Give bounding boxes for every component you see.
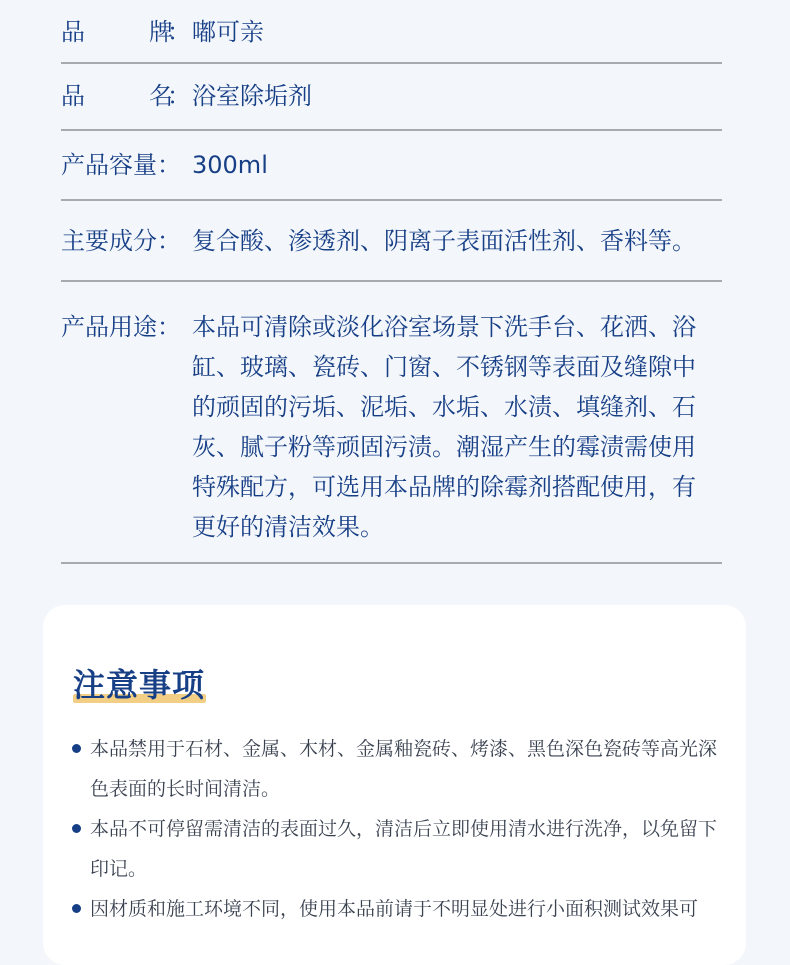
spec-label-name xyxy=(61,76,173,116)
notice-item xyxy=(90,889,720,929)
notice-item xyxy=(90,729,720,809)
spec-label-char: 名 xyxy=(149,82,173,110)
spec-value-brand: 嘟可亲 xyxy=(192,18,264,46)
spec-label-char: 品 xyxy=(61,18,85,46)
notice-item-text: 因材质和施工环境不同，使用本品前请于不明显处进行小面积测试效果可 xyxy=(90,898,699,920)
spec-label-ingredients: 主要成分： xyxy=(61,227,181,255)
bullet-dot-icon xyxy=(72,744,81,753)
spec-value-usage: 本品可清除或淡化浴室场景下洗手台、花洒、浴缸、玻璃、瓷砖、门窗、不锈钢等表面及缝隙中的顽固的污垢、泥垢、水垢、水渍、填缝剂、石灰、腻子粉等顽固污渍。潮湿产生的霉渍需使用特殊配方，可选用本品牌的除霉剂搭配使用，有更好的清洁效果。 xyxy=(192,313,696,541)
spec-label-brand xyxy=(61,12,173,52)
spec-label-usage: 产品用途： xyxy=(61,313,181,341)
notice-item xyxy=(90,809,720,889)
spec-row-usage xyxy=(61,282,722,564)
spec-value-name: 浴室除垢剂 xyxy=(192,82,312,110)
spec-table xyxy=(61,0,722,564)
spec-row-ingredients xyxy=(61,201,722,282)
spec-row-volume xyxy=(61,131,722,201)
spec-colon: ： xyxy=(167,82,191,110)
notice-list xyxy=(90,729,720,929)
spec-colon: ： xyxy=(167,18,191,46)
spec-value-ingredients: 复合酸、渗透剂、阴离子表面活性剂、香料等。 xyxy=(192,227,696,255)
notice-title: 注意事项 xyxy=(73,666,206,704)
notice-item-text: 本品不可停留需清洁的表面过久，清洁后立即使用清水进行洗净，以免留下印记。 xyxy=(90,818,718,880)
spec-label-char: 牌 xyxy=(149,18,173,46)
spec-label-volume: 产品容量： xyxy=(61,151,181,179)
spec-row-brand xyxy=(61,0,722,64)
spec-row-name xyxy=(61,64,722,131)
bullet-dot-icon xyxy=(72,904,81,913)
notice-card xyxy=(43,605,746,965)
bullet-dot-icon xyxy=(72,824,81,833)
spec-label-char: 品 xyxy=(61,82,85,110)
notice-item-text: 本品禁用于石材、金属、木材、金属釉瓷砖、烤漆、黑色深色瓷砖等高光深色表面的长时间清洁。 xyxy=(90,738,718,800)
spec-value-volume: 300ml xyxy=(192,151,268,179)
